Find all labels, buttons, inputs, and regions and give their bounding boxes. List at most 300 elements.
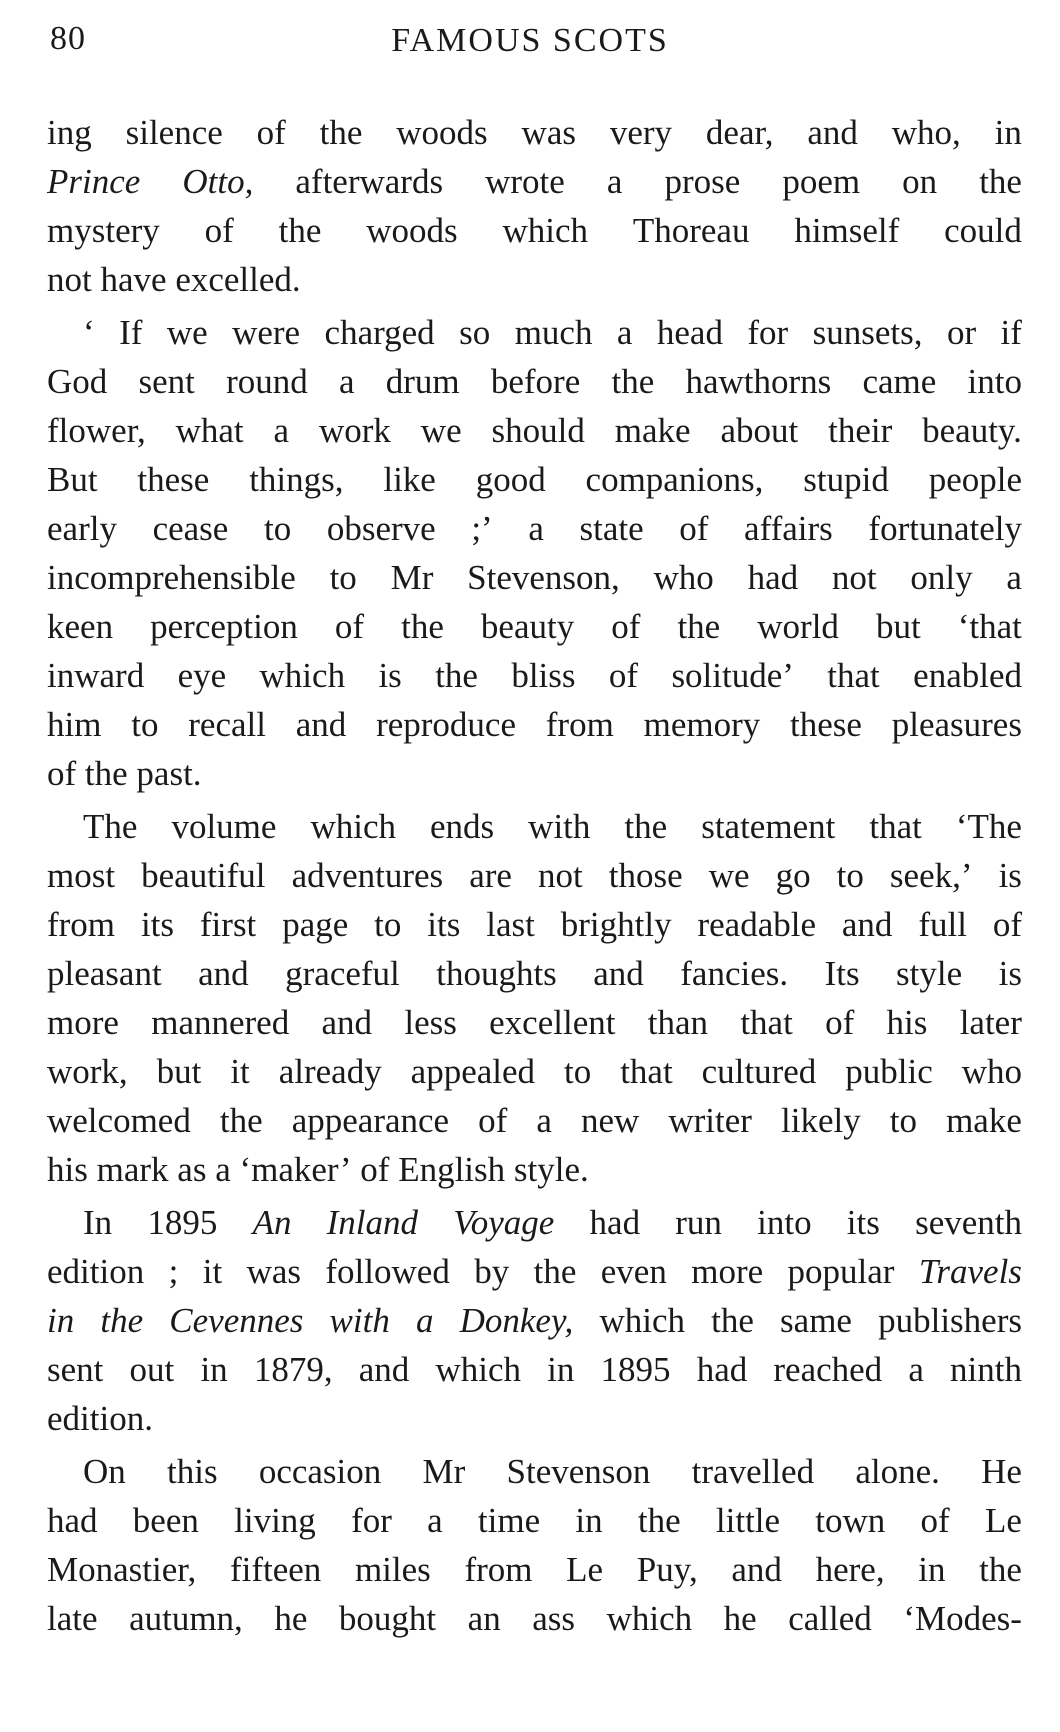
word: with xyxy=(329,1301,390,1340)
word: that xyxy=(740,1003,793,1042)
word: Monastier, xyxy=(47,1550,197,1589)
word: edition xyxy=(47,1252,145,1291)
word: a xyxy=(1006,558,1022,597)
word: more xyxy=(691,1252,764,1291)
word: or xyxy=(946,313,977,352)
word: town xyxy=(815,1501,886,1540)
text-line xyxy=(47,255,1022,304)
word: affairs xyxy=(744,509,833,548)
word: good xyxy=(475,460,546,499)
word: readable xyxy=(697,905,816,944)
text-line xyxy=(47,602,1022,651)
word: perception xyxy=(150,607,298,646)
word: were xyxy=(232,313,301,352)
word: which xyxy=(599,1301,685,1340)
word: called xyxy=(788,1599,872,1638)
word: its xyxy=(140,905,175,944)
word: living xyxy=(234,1501,316,1540)
word: Donkey, xyxy=(459,1301,574,1340)
word: he xyxy=(723,1599,757,1638)
word: ends xyxy=(430,807,495,846)
word: more xyxy=(47,1003,119,1042)
word: memory xyxy=(643,705,761,744)
word: pleasures xyxy=(891,705,1022,744)
word: who xyxy=(653,558,714,597)
word: of xyxy=(478,1101,508,1140)
text-line xyxy=(47,749,1022,798)
word: a xyxy=(415,1301,434,1340)
word: An xyxy=(252,1203,292,1242)
text-line xyxy=(47,802,1022,851)
word: flower, xyxy=(47,411,146,450)
word: travelled xyxy=(691,1452,815,1491)
text-line xyxy=(47,900,1022,949)
word: publishers xyxy=(878,1301,1022,1340)
word: before xyxy=(490,362,581,401)
text-line xyxy=(47,308,1022,357)
word: later xyxy=(959,1003,1022,1042)
word: work xyxy=(318,411,391,450)
word: of xyxy=(825,1003,855,1042)
word: a xyxy=(528,509,544,548)
word: is xyxy=(998,954,1022,993)
text-line xyxy=(47,504,1022,553)
word: sunsets, xyxy=(812,313,923,352)
word: He xyxy=(981,1452,1022,1491)
word: charged xyxy=(324,313,435,352)
word: less xyxy=(404,1003,457,1042)
word: volume xyxy=(171,807,277,846)
word: of xyxy=(920,1501,950,1540)
word: came xyxy=(862,362,937,401)
word: cultured xyxy=(701,1052,817,1091)
word: Voyage xyxy=(453,1203,555,1242)
word: appearance xyxy=(291,1101,450,1140)
word: to xyxy=(131,705,159,744)
word: welcomed xyxy=(47,1101,191,1140)
word: not xyxy=(538,856,583,895)
word: the xyxy=(219,1101,263,1140)
word: make xyxy=(614,411,691,450)
word: which xyxy=(502,211,589,250)
word: these xyxy=(790,705,862,744)
text-line xyxy=(47,1594,1022,1643)
word: much xyxy=(514,313,593,352)
word: companions, xyxy=(585,460,764,499)
word: the xyxy=(100,1301,144,1340)
word: brightly xyxy=(560,905,672,944)
word: which xyxy=(606,1599,693,1638)
word: a xyxy=(338,362,355,401)
word: writer xyxy=(668,1101,752,1140)
word: not xyxy=(831,558,877,597)
word: edition. xyxy=(47,1399,153,1438)
word: even xyxy=(600,1252,667,1291)
word: is xyxy=(378,656,402,695)
word: public xyxy=(845,1052,933,1091)
word: about xyxy=(720,411,799,450)
word: the xyxy=(84,754,128,793)
word: Prince xyxy=(47,162,141,201)
word: reproduce xyxy=(376,705,516,744)
word: their xyxy=(828,411,893,450)
text-line xyxy=(47,157,1022,206)
word: Thoreau xyxy=(632,211,750,250)
word: we xyxy=(708,856,750,895)
word: its xyxy=(846,1203,880,1242)
word: page xyxy=(282,905,349,944)
word: If xyxy=(119,313,143,352)
word: things, xyxy=(249,460,344,499)
text-line xyxy=(47,1296,1022,1345)
word: excelled. xyxy=(175,260,301,299)
word: an xyxy=(467,1599,501,1638)
word: are xyxy=(469,856,512,895)
word: those xyxy=(608,856,683,895)
page-number: 80 xyxy=(50,20,86,57)
word: observe xyxy=(326,509,436,548)
word: that xyxy=(620,1052,673,1091)
word: In xyxy=(83,1203,113,1242)
word: what xyxy=(175,411,244,450)
word: on xyxy=(902,162,938,201)
word: inward xyxy=(47,656,145,695)
text-line xyxy=(47,700,1022,749)
word: new xyxy=(580,1101,640,1140)
word: had xyxy=(589,1203,641,1242)
word: woods xyxy=(396,113,488,152)
word: in xyxy=(918,1550,946,1589)
word: the xyxy=(435,656,478,695)
word: and xyxy=(731,1550,782,1589)
word: like xyxy=(383,460,436,499)
word: miles xyxy=(354,1550,431,1589)
word: the xyxy=(677,607,721,646)
word: of xyxy=(256,113,286,152)
word: time xyxy=(477,1501,541,1540)
word: not xyxy=(47,260,92,299)
word: ‘Modes- xyxy=(903,1599,1022,1638)
word: go xyxy=(775,856,811,895)
word: the xyxy=(533,1252,577,1291)
word: in xyxy=(575,1501,603,1540)
word: his xyxy=(886,1003,928,1042)
word: bought xyxy=(338,1599,437,1638)
word: poem xyxy=(782,162,861,201)
word: who, xyxy=(891,113,961,152)
word: of xyxy=(992,905,1022,944)
word: and xyxy=(321,1003,373,1042)
word: the xyxy=(979,162,1022,201)
word: The xyxy=(83,807,138,846)
word: a xyxy=(536,1101,552,1140)
word: early xyxy=(47,509,117,548)
word: adventures xyxy=(291,856,444,895)
word: Le xyxy=(566,1550,604,1589)
word: out xyxy=(129,1350,175,1389)
word: the xyxy=(611,362,655,401)
text-line xyxy=(47,1247,1022,1296)
word: from xyxy=(464,1550,533,1589)
word: was xyxy=(521,113,576,152)
word: a xyxy=(273,411,290,450)
text-line xyxy=(47,1047,1022,1096)
word: that xyxy=(869,807,922,846)
word: if xyxy=(1000,313,1022,352)
word: statement xyxy=(701,807,836,846)
word: to xyxy=(889,1101,918,1140)
word: is xyxy=(998,856,1022,895)
word: woods xyxy=(366,211,458,250)
word: cease xyxy=(152,509,229,548)
word: fortunately xyxy=(868,509,1022,548)
word: himself xyxy=(794,211,900,250)
body-text xyxy=(47,108,1022,1643)
word: from xyxy=(47,905,116,944)
word: but xyxy=(156,1052,202,1091)
word: and xyxy=(841,905,893,944)
word: seventh xyxy=(915,1203,1022,1242)
word: ass xyxy=(532,1599,576,1638)
word: and xyxy=(593,954,644,993)
word: On xyxy=(83,1452,126,1491)
word: 1895 xyxy=(147,1203,218,1242)
word: in xyxy=(47,1301,75,1340)
word: fancies. xyxy=(680,954,789,993)
word: wrote xyxy=(485,162,565,201)
word: and xyxy=(198,954,249,993)
word: run xyxy=(675,1203,722,1242)
word: popular xyxy=(787,1252,895,1291)
word: been xyxy=(132,1501,199,1540)
word: the xyxy=(278,211,322,250)
word: to xyxy=(374,905,402,944)
word: past. xyxy=(136,754,202,793)
word: fifteen xyxy=(229,1550,322,1589)
word: beautiful xyxy=(141,856,266,895)
word: pleasant xyxy=(47,954,162,993)
text-line xyxy=(47,1145,1022,1194)
text-line xyxy=(47,406,1022,455)
word: Cevennes xyxy=(169,1301,304,1340)
word: last xyxy=(486,905,535,944)
word: was xyxy=(246,1252,302,1291)
word: eye xyxy=(177,656,227,695)
word: thoughts xyxy=(436,954,557,993)
word: silence xyxy=(125,113,223,152)
word: should xyxy=(491,411,585,450)
word: Travels xyxy=(918,1252,1022,1291)
word: a xyxy=(427,1501,443,1540)
word: ‘The xyxy=(955,807,1022,846)
word: drum xyxy=(385,362,460,401)
word: graceful xyxy=(285,954,400,993)
word: autumn, xyxy=(129,1599,243,1638)
word: beauty. xyxy=(922,411,1022,450)
word: stupid xyxy=(803,460,889,499)
word: a xyxy=(215,1150,231,1189)
word: mark xyxy=(96,1150,169,1189)
word: appealed xyxy=(410,1052,536,1091)
word: But xyxy=(47,460,98,499)
word: these xyxy=(137,460,210,499)
word: him xyxy=(47,705,102,744)
text-line xyxy=(47,553,1022,602)
word: 1895 xyxy=(600,1350,671,1389)
word: hawthorns xyxy=(685,362,832,401)
word: a xyxy=(606,162,623,201)
word: very xyxy=(609,113,673,152)
word: mystery xyxy=(47,211,160,250)
word: Mr xyxy=(422,1452,466,1491)
running-title: FAMOUS SCOTS xyxy=(391,22,669,59)
word: by xyxy=(474,1252,510,1291)
word: in xyxy=(547,1350,575,1389)
word: occasion xyxy=(258,1452,382,1491)
word: first xyxy=(199,905,257,944)
word: English xyxy=(398,1150,506,1189)
word: excellent xyxy=(489,1003,616,1042)
word: seek,’ xyxy=(889,856,973,895)
word: already xyxy=(278,1052,382,1091)
word: it xyxy=(230,1052,250,1091)
word: only xyxy=(910,558,973,597)
word: that xyxy=(827,656,880,695)
word: who xyxy=(961,1052,1022,1091)
text-line xyxy=(47,998,1022,1047)
word: Its xyxy=(824,954,860,993)
word: dear, xyxy=(705,113,774,152)
word: the xyxy=(637,1501,681,1540)
word: into xyxy=(757,1203,812,1242)
word: sent xyxy=(47,1350,104,1389)
word: Mr xyxy=(390,558,434,597)
word: reached xyxy=(773,1350,883,1389)
word: of xyxy=(611,607,641,646)
word: style. xyxy=(513,1150,589,1189)
text-line xyxy=(47,1545,1022,1594)
word: a xyxy=(616,313,633,352)
word: Stevenson, xyxy=(467,558,620,597)
word: people xyxy=(928,460,1022,499)
text-line xyxy=(47,1447,1022,1496)
word: beauty xyxy=(480,607,575,646)
word: prose xyxy=(664,162,741,201)
word: than xyxy=(647,1003,709,1042)
word: it xyxy=(202,1252,223,1291)
word: and xyxy=(358,1350,410,1389)
word: afterwards xyxy=(295,162,444,201)
text-line xyxy=(47,949,1022,998)
word: his xyxy=(47,1150,88,1189)
word: Le xyxy=(984,1501,1022,1540)
word: have xyxy=(100,260,167,299)
word: ‘maker’ xyxy=(239,1150,352,1189)
word: head xyxy=(656,313,723,352)
word: into xyxy=(967,362,1022,401)
word: most xyxy=(47,856,116,895)
text-line xyxy=(47,1345,1022,1394)
word: had xyxy=(696,1350,748,1389)
word: 1879, xyxy=(253,1350,333,1389)
word: to xyxy=(329,558,357,597)
word: same xyxy=(780,1301,852,1340)
text-line xyxy=(47,1198,1022,1247)
word: of xyxy=(334,607,365,646)
word: the xyxy=(624,807,668,846)
word: Stevenson xyxy=(506,1452,651,1491)
word: and xyxy=(295,705,347,744)
word: we xyxy=(420,411,462,450)
word: sent xyxy=(138,362,195,401)
word: solitude’ xyxy=(671,656,794,695)
word: the xyxy=(319,113,363,152)
word: as xyxy=(177,1150,207,1189)
word: and xyxy=(807,113,858,152)
word: mannered xyxy=(151,1003,290,1042)
word: of xyxy=(204,211,234,250)
word: of xyxy=(608,656,639,695)
word: he xyxy=(274,1599,308,1638)
word: with xyxy=(528,807,591,846)
word: round xyxy=(226,362,308,401)
word: so xyxy=(459,313,491,352)
word: of xyxy=(679,509,709,548)
word: work, xyxy=(47,1052,128,1091)
word: could xyxy=(944,211,1022,250)
word: in xyxy=(200,1350,228,1389)
word: ;’ xyxy=(471,509,493,548)
text-line xyxy=(47,357,1022,406)
word: which xyxy=(435,1350,521,1389)
word: we xyxy=(166,313,208,352)
text-line xyxy=(47,1096,1022,1145)
word: in xyxy=(994,113,1022,152)
word: enabled xyxy=(913,656,1022,695)
word: ninth xyxy=(950,1350,1022,1389)
word: ‘ xyxy=(83,313,95,352)
word: make xyxy=(946,1101,1022,1140)
word: followed xyxy=(325,1252,450,1291)
word: for xyxy=(351,1501,392,1540)
word: for xyxy=(747,313,789,352)
word: had xyxy=(47,1501,98,1540)
word: state xyxy=(579,509,644,548)
word: ing xyxy=(47,113,92,152)
word: Puy, xyxy=(636,1550,698,1589)
text-line xyxy=(47,651,1022,700)
word: which xyxy=(310,807,396,846)
word: keen xyxy=(47,607,114,646)
word: Otto, xyxy=(182,162,254,201)
word: recall xyxy=(188,705,266,744)
word: late xyxy=(47,1599,98,1638)
word: full xyxy=(918,905,967,944)
word: little xyxy=(715,1501,781,1540)
word: the xyxy=(711,1301,754,1340)
text-line xyxy=(47,108,1022,157)
word: a xyxy=(908,1350,924,1389)
word: from xyxy=(545,705,614,744)
word: world xyxy=(757,607,839,646)
word: alone. xyxy=(855,1452,940,1491)
word: God xyxy=(47,362,108,401)
word: the xyxy=(401,607,444,646)
word: of xyxy=(47,754,77,793)
text-line xyxy=(47,1496,1022,1545)
word: Inland xyxy=(326,1203,419,1242)
text-line xyxy=(47,1394,1022,1443)
